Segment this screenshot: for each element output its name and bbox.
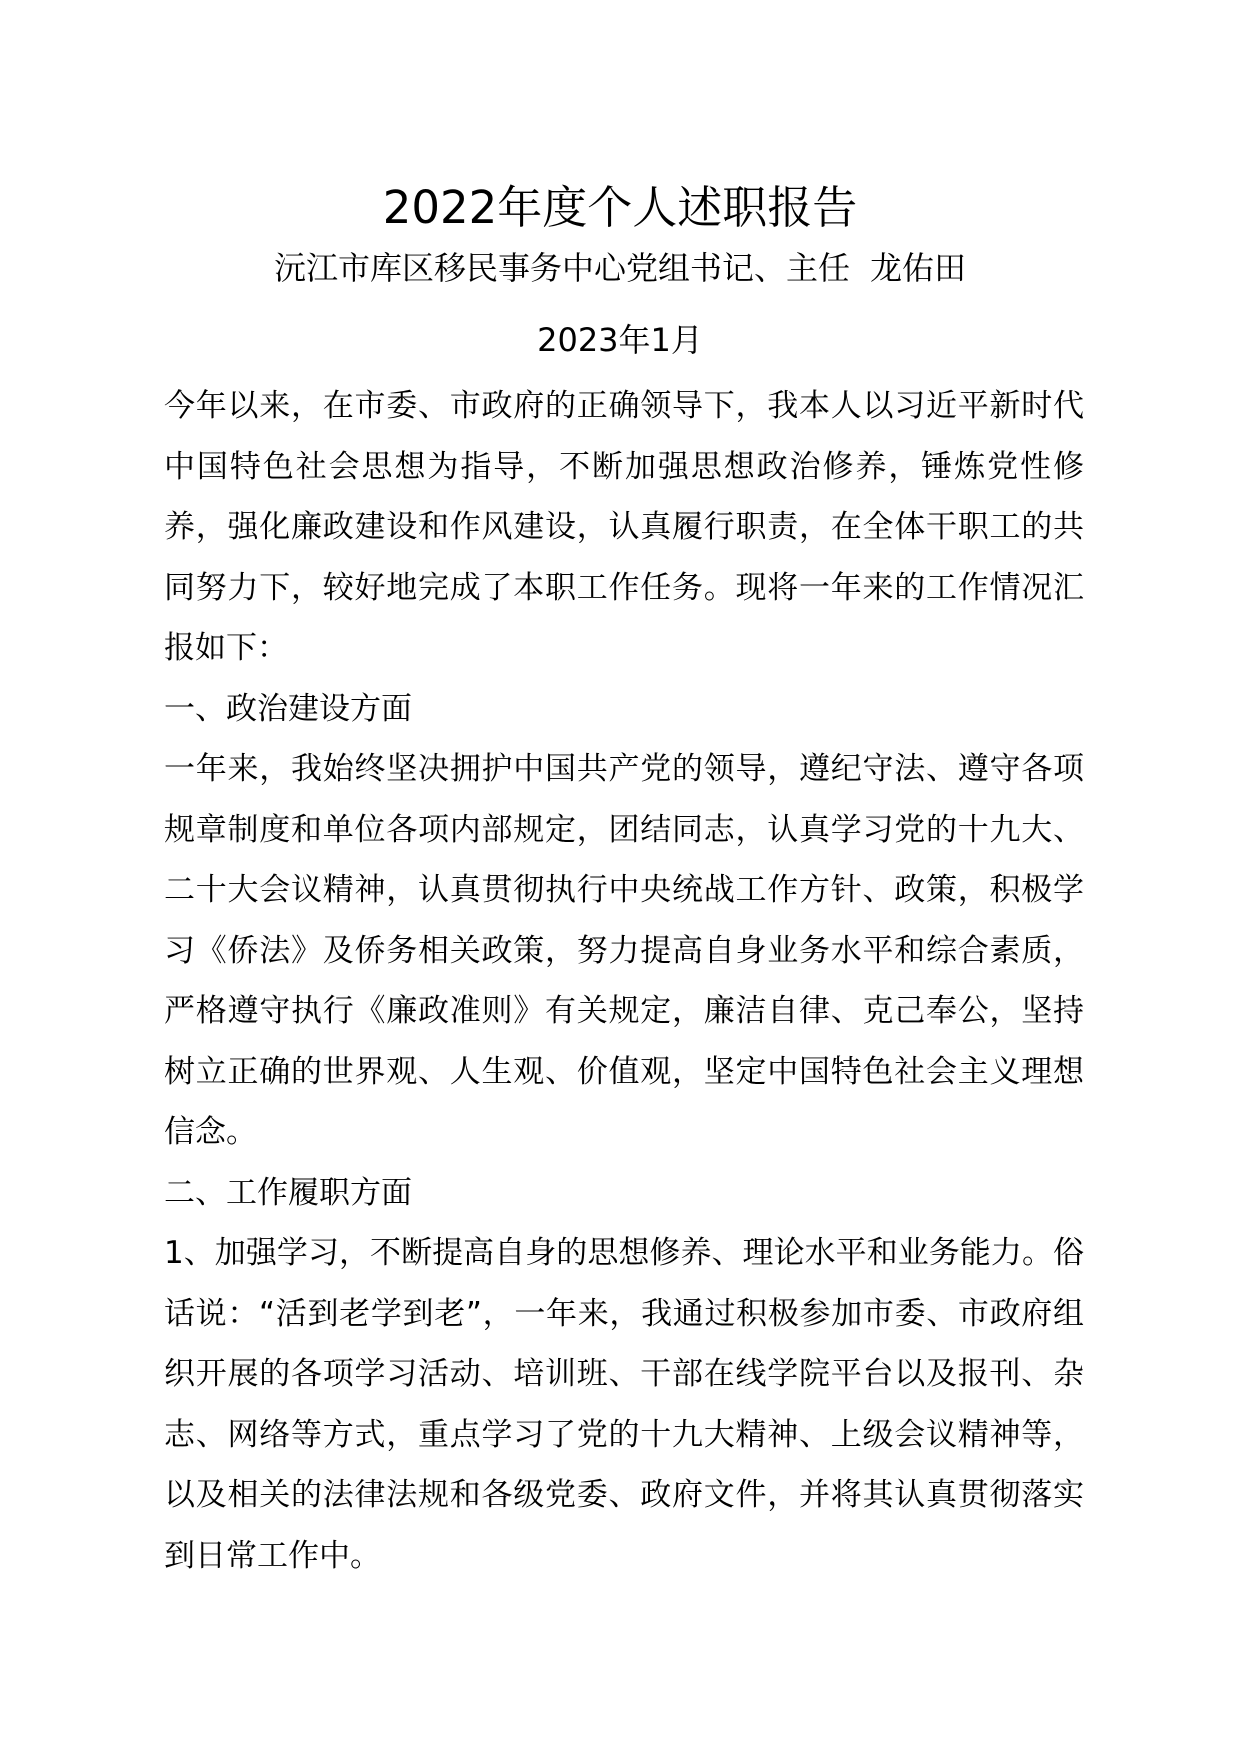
document-title: 2022年度个人述职报告 bbox=[382, 181, 858, 234]
political-paragraph: 一年来，我始终坚决拥护中国共产党的领导，遵纪守法、遵守各项规章制度和单位各项内部规定，团结同志，认真学习党的十九大、二十大会议精神，认真贯彻执行中央统战工作方针、政策，积极学习《侨法》及侨务相关政策，努力提高自身业务水平和综合素质，严格遵守执行《廉政准则》有关规定，廉洁自律、克己奉公，坚持树立正确的世界观、人生观、价值观，坚定中国特色社会主义理想信念。 bbox=[164, 751, 1084, 1150]
author-name: 龙佑田 bbox=[870, 249, 967, 287]
document-body bbox=[164, 376, 1084, 1586]
duties-paragraph-1: 1、加强学习，不断提高自身的思想修养、理论水平和业务能力。俗话说：“活到老学到老”，一年来，我通过积极参加市委、市政府组织开展的各项学习活动、培训班、干部在线学院平台以及报刊、杂志、网络等方式，重点学习了党的十九大精神、上级会议精神等，以及相关的法律法规和各级党委、政府文件，并将其认真贯彻落实到日常工作中。 bbox=[164, 1235, 1084, 1574]
intro-paragraph: 今年以来，在市委、市政府的正确领导下，我本人以习近平新时代中国特色社会思想为指导，不断加强思想政治修养，锤炼党性修养，强化廉政建设和作风建设，认真履行职责，在全体干职工的共同努力下，较好地完成了本职工作任务。现将一年来的工作情况汇报如下： bbox=[164, 388, 1084, 666]
author-line bbox=[0, 246, 1240, 290]
section-heading-duties: 二、工作履职方面 bbox=[164, 1174, 412, 1211]
report-date: 2023年1月 bbox=[537, 321, 703, 359]
section-heading-political: 一、政治建设方面 bbox=[164, 690, 412, 727]
author-organization: 沅江市库区移民事务中心党组书记、主任 bbox=[273, 249, 850, 287]
